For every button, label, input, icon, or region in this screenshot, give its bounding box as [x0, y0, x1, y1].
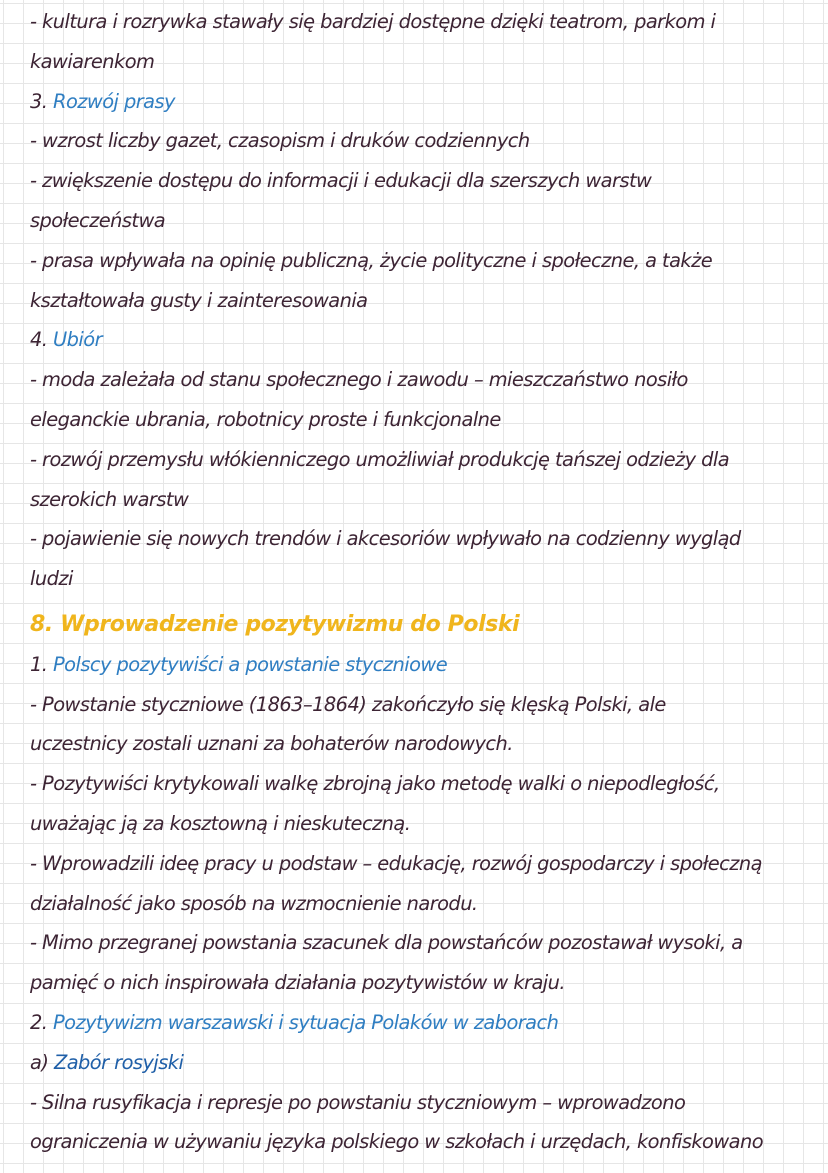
- text-line: - kultura i rozrywka stawały się bardziej dostępne dzięki teatrom, parkom i: [30, 10, 716, 33]
- text-line: ograniczenia w używaniu języka polskiego w szkołach i urzędach, konfiskowano: [30, 1130, 764, 1154]
- text-line: eleganckie ubrania, robotnicy proste i funkcjonalne: [30, 407, 501, 431]
- subsection-number: 2.: [30, 1010, 48, 1034]
- subsection-title: Pozytywizm warszawski i sytuacja Polaków w zaborach: [53, 1010, 559, 1034]
- subsection-heading: [30, 320, 822, 360]
- subsection-number: 1.: [30, 652, 48, 676]
- notes-page: [0, 2, 828, 1162]
- text-line: - Silna rusyfikacja i represje po powstaniu styczniowym – wprowadzono: [30, 1090, 686, 1114]
- text-line: społeczeństwa: [30, 208, 166, 232]
- text-line: - Wprowadzili ideę pracy u podstaw – edukację, rozwój gospodarczy i społeczną: [30, 851, 762, 875]
- subsection-heading: [30, 82, 822, 122]
- text-line: - Mimo przegranej powstania szacunek dla powstańców pozostawał wysoki, a: [30, 931, 743, 955]
- text-line: działalność jako sposób na wzmocnienie narodu.: [30, 891, 478, 915]
- text-line: - pojawienie się nowych trendów i akcesoriów wpływało na codzienny wygląd: [30, 527, 741, 551]
- text-line: - Pozytywiści krytykowali walkę zbrojną jako metodę walki o niepodległość,: [30, 772, 720, 796]
- subsection-heading: [30, 1043, 822, 1083]
- text-line: - zwiększenie dostępu do informacji i edukacji dla szerszych warstw: [30, 169, 652, 193]
- text-line: kawiarenkom: [30, 49, 155, 73]
- text-line: - Powstanie styczniowe (1863–1864) zakończyło się klęską Polski, ale: [30, 692, 666, 716]
- text-line: pamięć o nich inspirowała działania pozytywistów w kraju.: [30, 971, 565, 995]
- text-line: szerokich warstw: [30, 487, 189, 511]
- subsection-letter: a): [30, 1050, 49, 1074]
- text-line: - prasa wpływała na opinię publiczną, życie polityczne i społeczne, a także: [30, 248, 713, 272]
- subsection-number: 4.: [30, 328, 48, 352]
- text-line: uważając ją za kosztowną i nieskuteczną.: [30, 811, 411, 835]
- subsection-title: Ubiór: [53, 328, 103, 352]
- text-line: - wzrost liczby gazet, czasopism i druków codziennych: [30, 129, 530, 153]
- text-line: kształtowała gusty i zainteresowania: [30, 288, 368, 312]
- text-line: - rozwój przemysłu włókienniczego umożliwiał produkcję tańszej odzieży dla: [30, 447, 730, 471]
- subsection-heading: [30, 645, 822, 685]
- subsection-title: Rozwój prasy: [53, 89, 175, 113]
- section-heading: 8. Wprowadzenie pozytywizmu do Polski: [30, 611, 520, 637]
- text-line: ludzi: [30, 567, 73, 591]
- text-line: - moda zależała od stanu społecznego i zawodu – mieszczaństwo nosiło: [30, 368, 688, 392]
- subsection-title: Zabór rosyjski: [53, 1050, 184, 1074]
- subsection-number: 3.: [30, 89, 48, 113]
- subsection-heading: [30, 1003, 822, 1043]
- text-line: uczestnicy zostali uznani za bohaterów narodowych.: [30, 732, 513, 756]
- subsection-title: Polscy pozytywiści a powstanie styczniowe: [53, 652, 448, 676]
